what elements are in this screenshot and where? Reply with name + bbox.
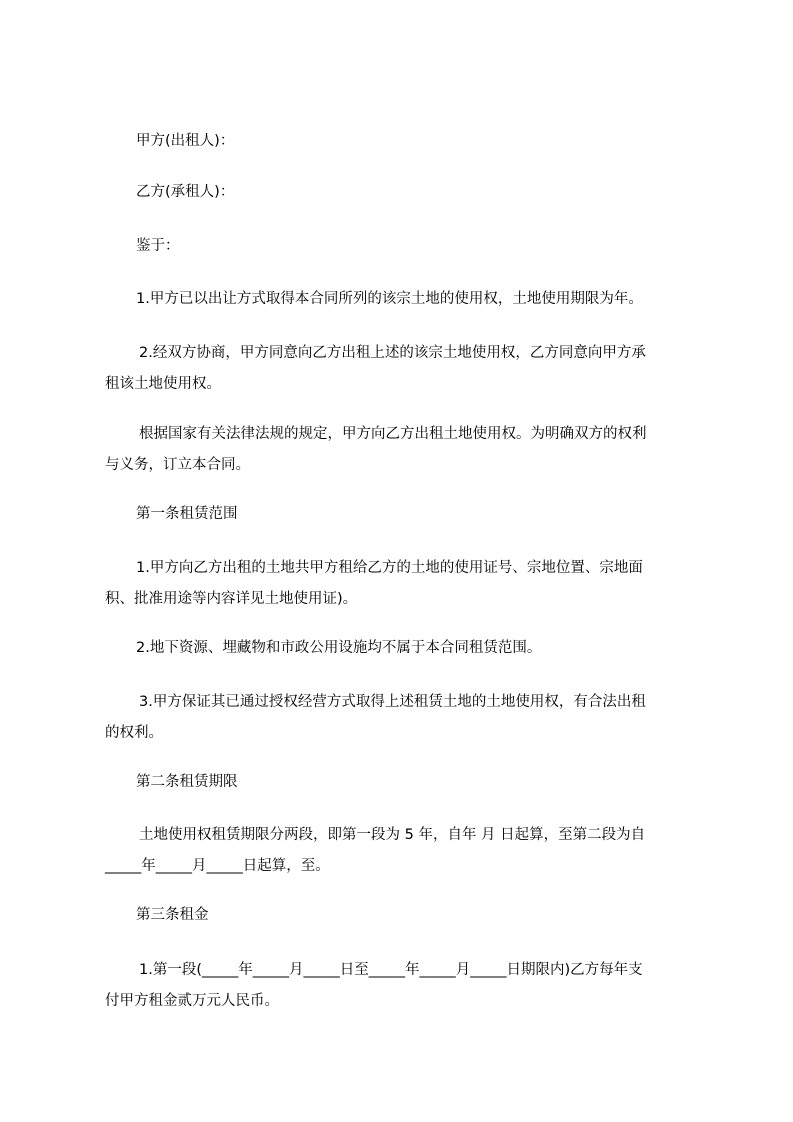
article-3-heading [105,900,705,931]
text-line: 2.经双方协商，甲方同意向乙方出租上述的该宗土地使用权，乙方同意向甲方承 [139,345,646,361]
party-b-line [105,177,705,208]
article-1-item-3 [105,687,705,749]
whereas-item-2 [105,338,705,400]
text-line: 鉴于： [136,238,180,254]
article-3-item-1 [105,955,705,1017]
preamble-paragraph [105,419,705,481]
text-line: _____年_____月_____日起算，至。 [105,858,330,874]
text-line: 付甲方租金贰万元人民币。 [105,993,279,1009]
whereas-heading [105,231,705,262]
article-2-paragraph [105,820,705,882]
text-line: 的权利。 [105,725,163,741]
text-line: 乙方(承租人)： [136,184,235,200]
text-line: 2.地下资源、埋藏物和市政公用设施均不属于本合同租赁范围。 [136,640,542,656]
text-line: 积、批准用途等内容详见土地使用证)。 [105,591,358,607]
text-line: 土地使用权租赁期限分两段，即第一段为 5 年，自年 月 日起算，至第二段为自 [139,827,646,843]
text-line: 第三条租金 [136,907,209,923]
text-line: 甲方(出租人)： [136,133,235,149]
text-line: 根据国家有关法律法规的规定，甲方向乙方出租土地使用权。为明确双方的权利 [139,426,647,442]
whereas-item-1 [105,284,705,315]
article-1-item-2 [105,633,705,664]
text-line: 1.甲方已以出让方式取得本合同所列的该宗土地的使用权，土地使用期限为年。 [136,291,643,307]
text-line: 3.甲方保证其已通过授权经营方式取得上述租赁土地的土地使用权，有合法出租 [139,694,646,710]
text-line: 租该土地使用权。 [105,376,221,392]
text-line: 第二条租赁期限 [136,774,238,790]
article-1-heading [105,499,705,530]
text-line: 与义务，订立本合同。 [105,457,250,473]
text-line: 1.甲方向乙方出租的土地共甲方租给乙方的土地的使用证号、宗地位置、宗地面 [136,560,643,576]
article-2-heading [105,767,705,798]
text-line: 第一条租赁范围 [136,506,238,522]
party-a-line [105,126,705,157]
text-line: 1.第一段(_____年_____月_____日至_____年_____月_____日期限内)乙方每年支 [139,962,643,978]
article-1-item-1 [105,553,705,615]
